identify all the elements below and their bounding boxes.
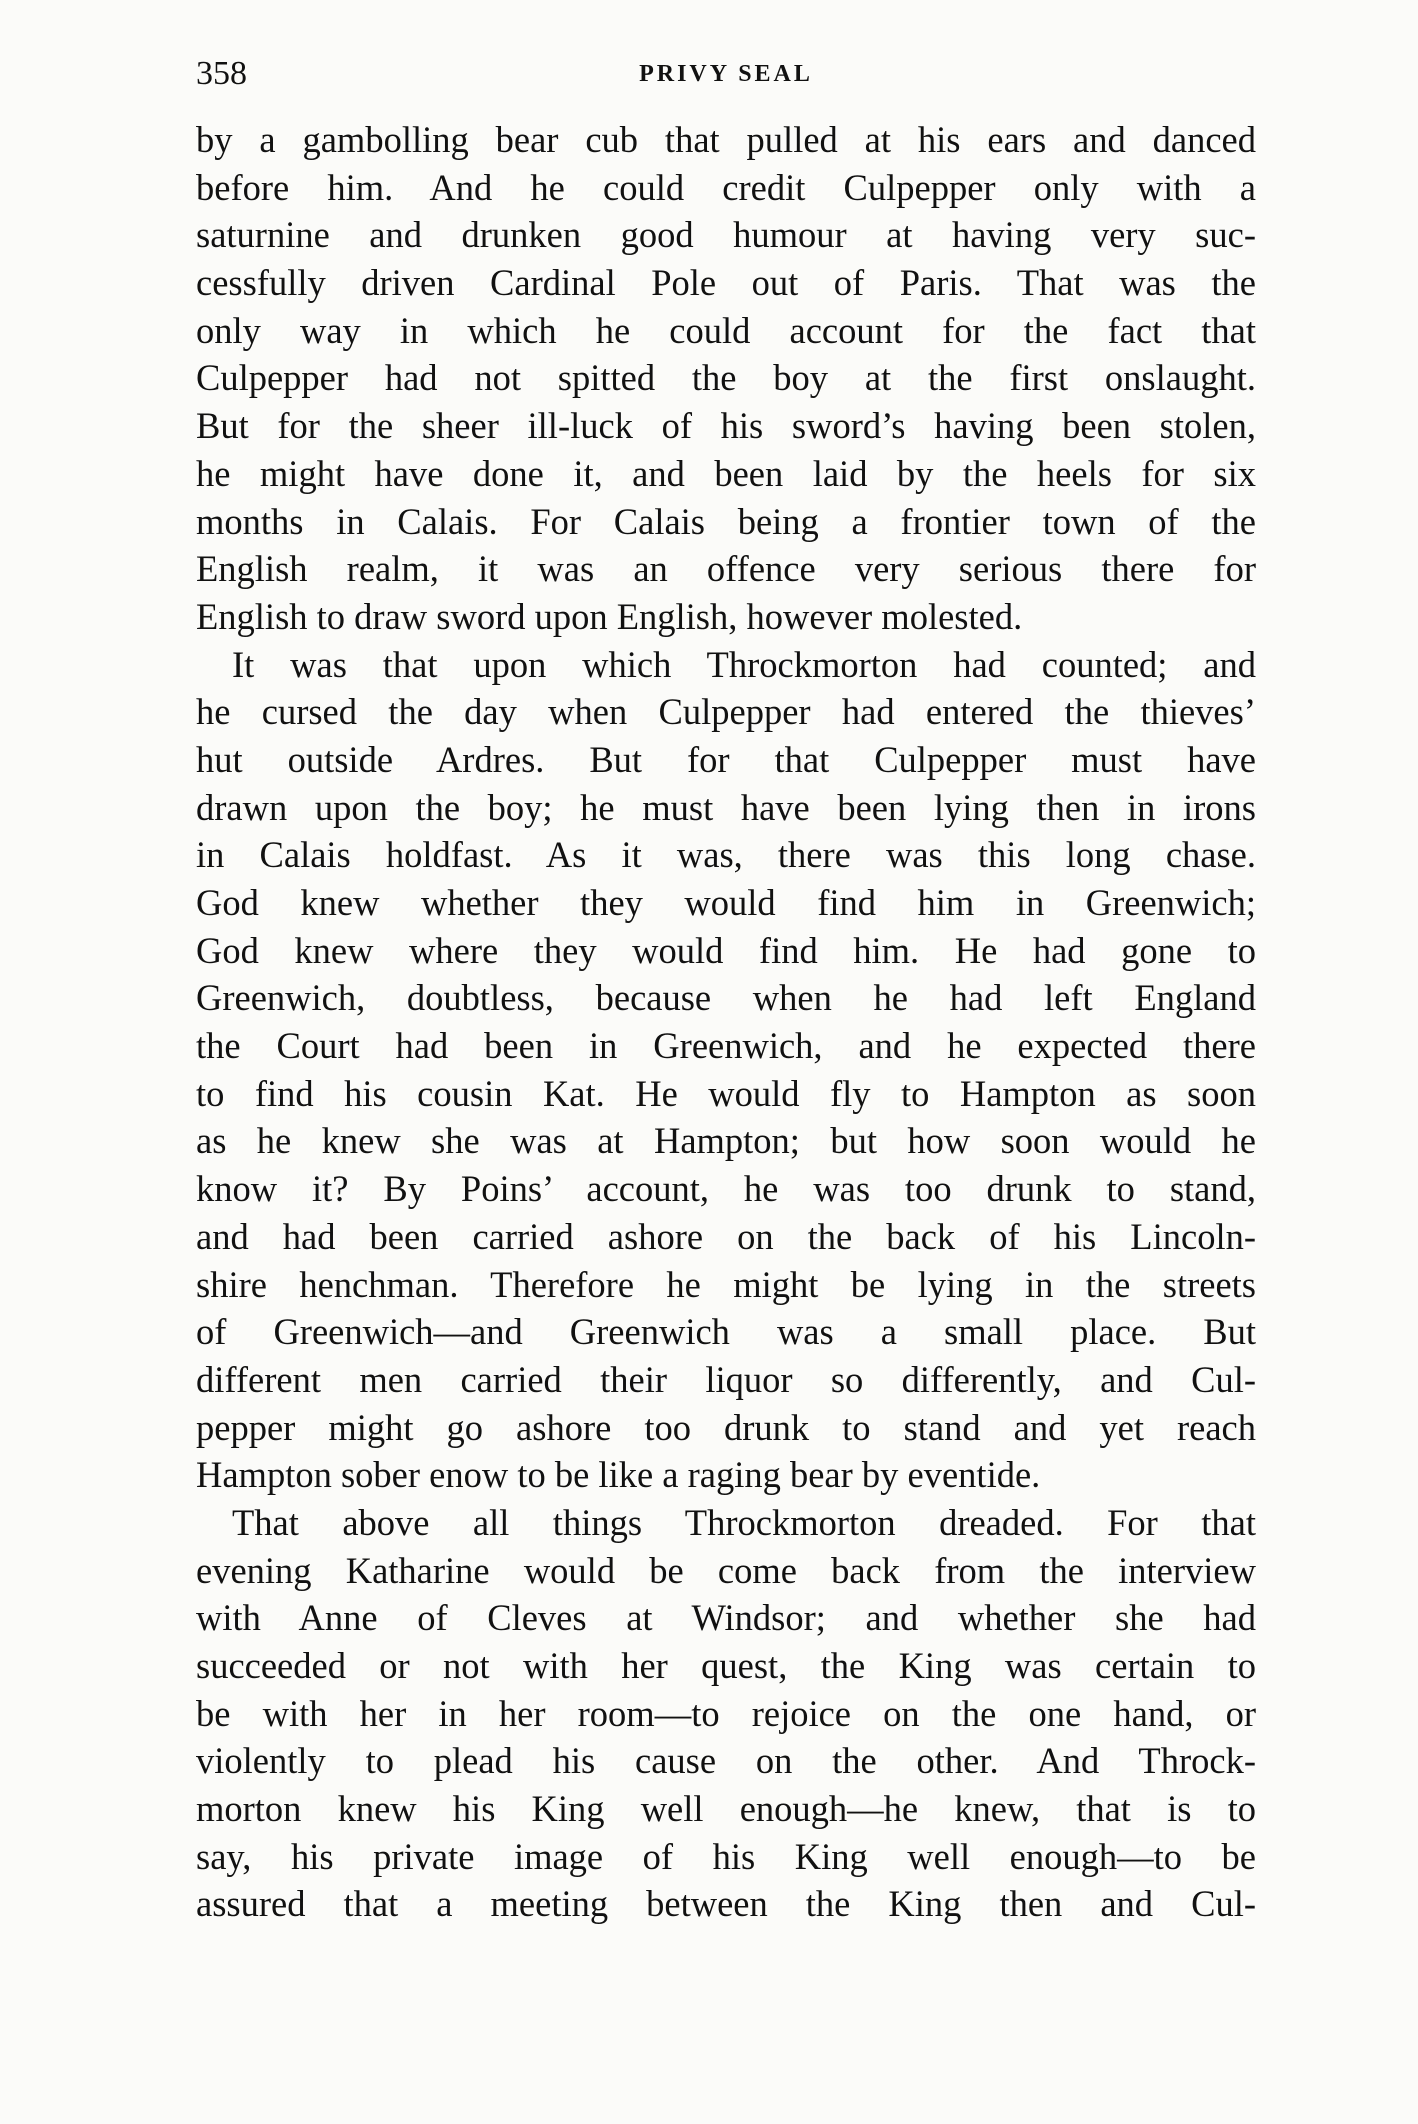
text-line: saturnine and drunken good humour at having very suc- bbox=[196, 214, 1256, 256]
text-line: violently to plead his cause on the other. And Throck- bbox=[196, 1740, 1256, 1782]
text-line: morton knew his King well enough—he knew, that is to bbox=[196, 1788, 1256, 1830]
text-line: English to draw sword upon English, however molested. bbox=[196, 595, 1023, 637]
page-number: 358 bbox=[196, 55, 247, 92]
paragraph-first-line: That above all things Throckmorton dreaded. For that bbox=[232, 1501, 1256, 1543]
text-line: different men carried their liquor so differently, and Cul- bbox=[196, 1358, 1256, 1400]
text-line: before him. And he could credit Culpepper only with a bbox=[196, 166, 1256, 208]
text-line: evening Katharine would be come back from the interview bbox=[196, 1549, 1256, 1591]
text-line: the Court had been in Greenwich, and he expected there bbox=[196, 1025, 1256, 1067]
text-line: Hampton sober enow to be like a raging bear by eventide. bbox=[196, 1454, 1041, 1496]
text-line: by a gambolling bear cub that pulled at his ears and danced bbox=[196, 119, 1256, 160]
text-line: God knew whether they would find him in Greenwich; bbox=[196, 882, 1256, 923]
text-line: to find his cousin Kat. He would fly to Hampton as soon bbox=[196, 1072, 1256, 1114]
text-line: Greenwich, doubtless, because when he had left England bbox=[196, 977, 1256, 1019]
text-line: God knew where they would find him. He had gone to bbox=[196, 929, 1256, 971]
text-line: shire henchman. Therefore he might be lying in the streets bbox=[196, 1263, 1256, 1305]
text-line: he cursed the day when Culpepper had entered the thieves’ bbox=[196, 691, 1256, 733]
text-line: pepper might go ashore too drunk to stand and yet reach bbox=[196, 1406, 1256, 1448]
text-line: Culpepper had not spitted the boy at the first onslaught. bbox=[196, 357, 1256, 399]
text-line: with Anne of Cleves at Windsor; and whether she had bbox=[196, 1597, 1256, 1639]
text-line: only way in which he could account for the fact that bbox=[196, 309, 1256, 351]
text-line: succeeded or not with her quest, the King was certain to bbox=[196, 1645, 1256, 1686]
text-line: and had been carried ashore on the back of his Lincoln- bbox=[196, 1215, 1256, 1257]
text-line: hut outside Ardres. But for that Culpepper must have bbox=[196, 738, 1256, 780]
text-line: as he knew she was at Hampton; but how soon would he bbox=[196, 1120, 1256, 1162]
text-line: English realm, it was an offence very serious there for bbox=[196, 548, 1256, 590]
body-text bbox=[196, 116, 1256, 1928]
text-line: say, his private image of his King well enough—to be bbox=[196, 1835, 1256, 1877]
text-line: in Calais holdfast. As it was, there was this long chase. bbox=[196, 834, 1256, 876]
text-line: assured that a meeting between the King then and Cul- bbox=[196, 1883, 1256, 1925]
text-line: months in Calais. For Calais being a frontier town of the bbox=[196, 500, 1256, 542]
text-line: of Greenwich—and Greenwich was a small place. But bbox=[196, 1311, 1256, 1353]
text-line: But for the sheer ill-luck of his sword’s having been stolen, bbox=[196, 405, 1256, 447]
paragraph-first-line: It was that upon which Throckmorton had counted; and bbox=[232, 643, 1256, 685]
text-line: drawn upon the boy; he must have been lying then in irons bbox=[196, 786, 1256, 828]
page-header bbox=[196, 52, 1256, 96]
text-line: know it? By Poins’ account, he was too drunk to stand, bbox=[196, 1168, 1256, 1210]
text-line: be with her in her room—to rejoice on the one hand, or bbox=[196, 1692, 1256, 1734]
text-line: he might have done it, and been laid by the heels for six bbox=[196, 452, 1256, 494]
running-head: PRIVY SEAL bbox=[639, 61, 813, 87]
text-line: cessfully driven Cardinal Pole out of Paris. That was the bbox=[196, 262, 1256, 304]
